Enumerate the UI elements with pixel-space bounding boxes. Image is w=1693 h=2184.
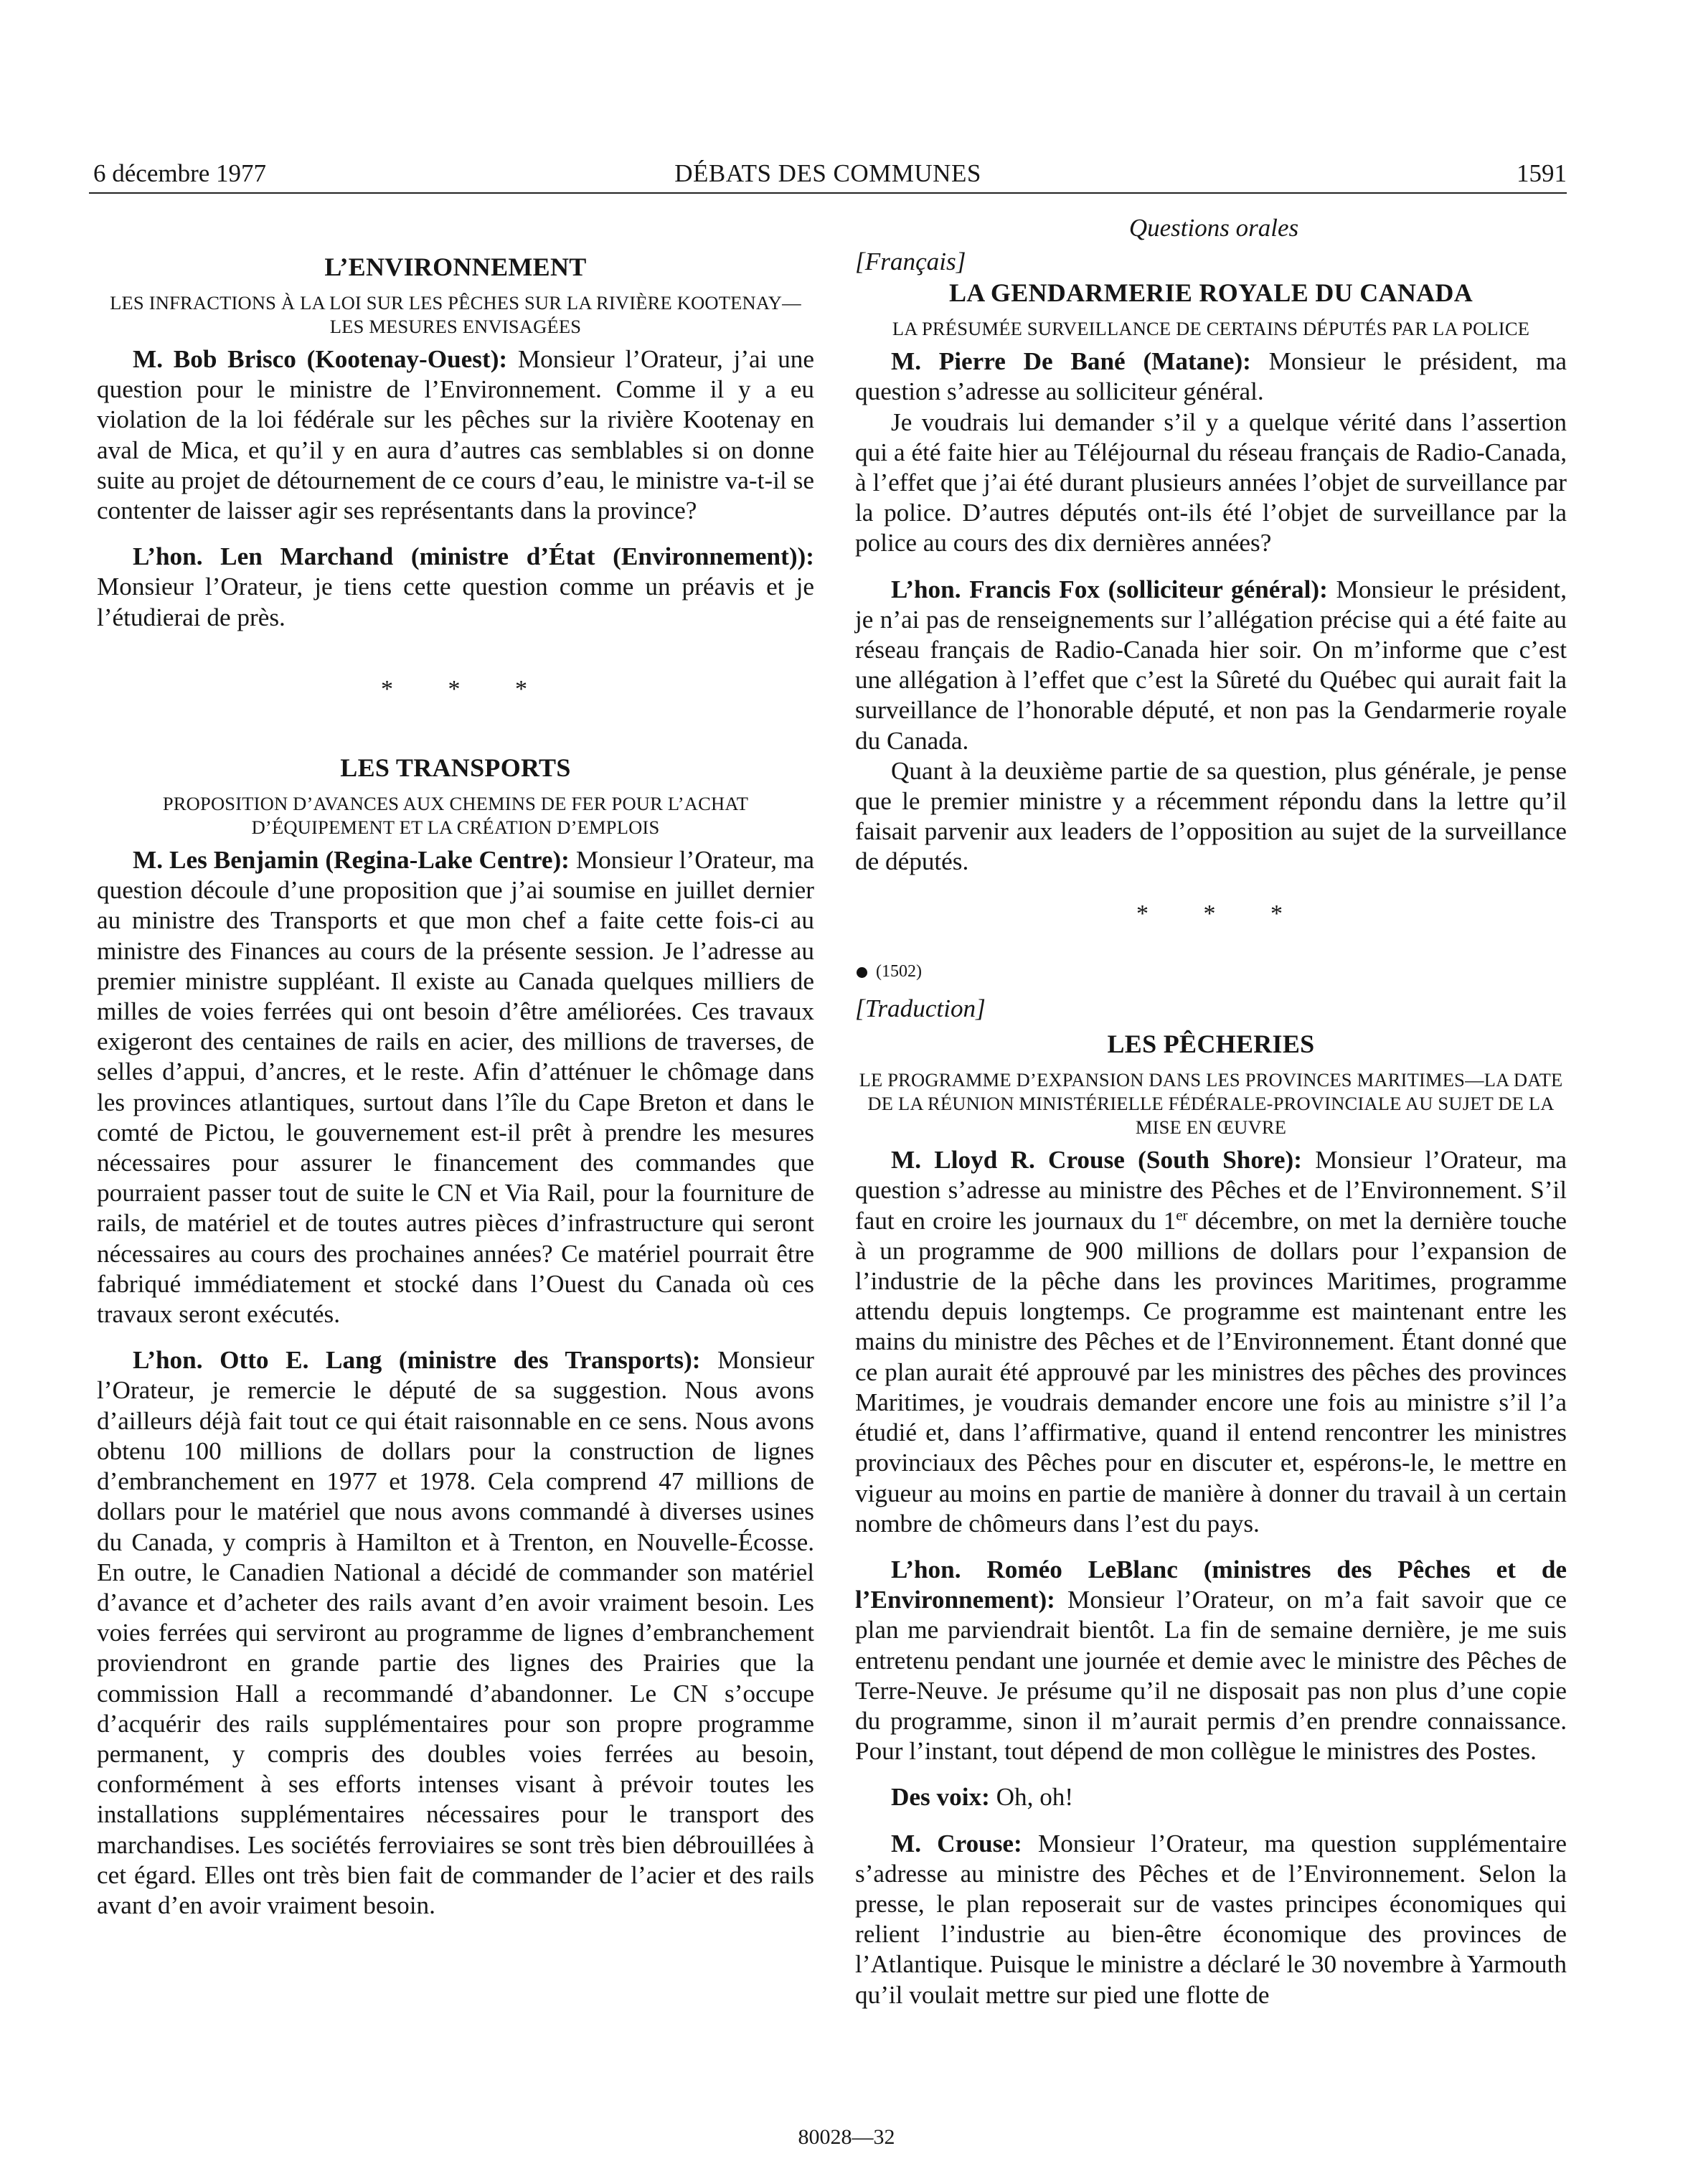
text-crouse-sup: er [1176, 1205, 1188, 1223]
speaker-fox: L’hon. Francis Fox (solliciteur général): [891, 575, 1328, 603]
time-marker-text: (1502) [876, 961, 922, 981]
text-crouse-2: Monsieur l’Orateur, ma question supplémentaire s’adresse au ministre des Pêches et de l’Environnement. Selon la presse, le plan reposerait sur de vastes principes économiques qui relient l’industrie au bien-être économique des provinces de l’Atlantique. Puisque le ministre a déclaré le 30 novembre à Yarmouth qu’il voulait mettre sur pied une flotte de [855, 1829, 1567, 2009]
paragraph-benjamin [97, 845, 814, 1329]
left-column [97, 251, 814, 1921]
right-column [855, 248, 1567, 2010]
section-separator-right: * * * [1136, 900, 1307, 927]
speaker-brisco: M. Bob Brisco (Kootenay-Ouest): [133, 345, 508, 373]
section-label: Questions orales [1128, 214, 1299, 242]
subheading-programme-expansion: LE PROGRAMME D’EXPANSION DANS LES PROVINCES MARITIMES—LA DATE DE LA RÉUNION MINISTÉRIELLE FÉDÉRALE-PROVINCIALE AU SUJET DE LA MISE EN ŒUVRE [859, 1069, 1563, 1139]
header-date: 6 décembre 1977 [93, 159, 267, 187]
tag-francais: [Français] [855, 248, 966, 276]
text-fox: Monsieur le président, je n’ai pas de renseignements sur l’allégation précise qui a été faite au réseau français de Radio-Canada hier soir. On m’informe que c’est une allégation à l’effet que c’est la Sûreté du Québec qui aurait fait la surveillance de l’honorable député, et non pas la Gendarmerie royale du Canada. [855, 575, 1567, 755]
header-rule [89, 192, 1567, 194]
page-header [89, 159, 1567, 192]
heading-gendarmerie: LA GENDARMERIE ROYALE DU CANADA [948, 278, 1473, 308]
speaker-benjamin: M. Les Benjamin (Regina-Lake Centre): [133, 846, 570, 875]
speaker-crouse-2: M. Crouse: [891, 1829, 1022, 1858]
subheading-chemins-de-fer: PROPOSITION D’AVANCES AUX CHEMINS DE FER POUR L’ACHAT D’ÉQUIPEMENT ET LA CRÉATION D’EMPLOIS [162, 793, 749, 839]
bullet-icon [857, 967, 867, 978]
heading-transports: LES TRANSPORTS [340, 753, 571, 783]
paragraph-marchand [97, 542, 814, 633]
paragraph-fox [855, 575, 1567, 756]
paragraph-lang [97, 1345, 814, 1921]
text-crouse-a: Monsieur l’Orateur, ma question s’adresse au ministre des Pêches et de l’Environnement. S’il faut en croire les journaux du 1 [855, 1146, 1567, 1235]
text-leblanc: Monsieur l’Orateur, on m’a fait savoir que ce plan me parviendrait bientôt. La fin de semaine dernière, je me suis entretenu pendant une journée et demie avec le ministre des Pêches de Terre-Neuve. Je présume qu’il ne disposait pas non plus d’une copie du programme, sinon il m’aurait permis d’en prendre connaissance. Pour l’instant, tout dépend de mon collègue le ministres des Postes. [855, 1586, 1567, 1766]
heading-pecheries: LES PÊCHERIES [1107, 1030, 1315, 1059]
header-title: DÉBATS DES COMMUNES [674, 159, 981, 187]
text-marchand: Monsieur l’Orateur, je tiens cette question comme un préavis et je l’étudierai de près. [97, 573, 814, 631]
paragraph-des-voix [855, 1782, 1567, 1812]
paragraph-leblanc [855, 1555, 1567, 1766]
speaker-leblanc: L’hon. Roméo LeBlanc (ministres des Pêches et de l’Environnement): [855, 1555, 1567, 1614]
paragraph-brisco [97, 344, 814, 526]
time-marker [857, 956, 1567, 987]
paragraph-de-bane [855, 347, 1567, 407]
speaker-marchand: L’hon. Len Marchand (ministre d’État (Environnement)): [133, 542, 814, 571]
speaker-lang: L’hon. Otto E. Lang (ministre des Transports): [133, 1346, 701, 1375]
text-crouse-b: décembre, on met la dernière touche à un programme de 900 millions de dollars pour l’expansion de l’industrie de la pêche dans les provinces Maritimes, programme attendu depuis longtemps. Ce programme est maintenant entre les mains du ministre des Pêches et de l’Environnement. Étant donné que ce plan aurait été approuvé par les ministres des pêches des provinces Maritimes, je voudrais demander encore une fois au ministre s’il l’a étudié et, dans l’affirmative, quand il entend rencontrer les ministres provinciaux des Pêches pour en discuter et, espérons-le, le mettre en vigueur au moins en partie de manière à donner du travail à un certain nombre de chômeurs dans l’est du pays. [855, 1206, 1567, 1538]
paragraph-crouse-2 [855, 1829, 1567, 2010]
paragraph-de-bane-2: Je voudrais lui demander s’il y a quelque vérité dans l’assertion qui a été faite hier au Téléjournal du réseau français de Radio-Canada, à l’effet que j’ai été durant plusieurs années l’objet de surveillance par la police. D’autres députés ont-ils été l’objet de surveillance par la police au cours des dix dernières années? [855, 408, 1567, 557]
text-des-voix: Oh, oh! [989, 1783, 1074, 1812]
subheading-surveillance: LA PRÉSUMÉE SURVEILLANCE DE CERTAINS DÉPUTÉS PAR LA POLICE [892, 318, 1530, 340]
footer-code: 80028—32 [798, 2125, 895, 2149]
tag-traduction: [Traduction] [855, 994, 986, 1023]
text-brisco: Monsieur l’Orateur, j’ai une question pour le ministre de l’Environnement. Comme il y a eu violation de la loi fédérale sur les pêches sur la rivière Kootenay en aval de Mica, et qu’il y en aura d’autres cas semblables si on donne suite au projet de détournement de ce cours d’eau, le ministre va-t-il se contenter de laisser agir ses représentants dans la province? [97, 345, 814, 525]
text-de-bane: Monsieur le président, ma question s’adresse au solliciteur général. [855, 347, 1567, 406]
text-lang: Monsieur l’Orateur, je remercie le député de sa suggestion. Nous avons d’ailleurs déjà fait tout ce qui était raisonnable en ce sens. Nous avons obtenu 100 millions de dollars pour la construction de lignes d’embranchement en 1977 et 1978. Cela comprend 47 millions de dollars pour le matériel que nous avons commandé à diverses usines du Canada, y compris à Hamilton et à Trenton, en Nouvelle-Écosse. En outre, le Canadien National a décidé de commander son matériel d’avance et d’acheter des rails avant d’en avoir vraiment besoin. Les voies ferrées qui serviront au programme de lignes d’embranchement proviendront en grande partie des lignes des Prairies que la commission Hall a recommandé d’abandonner. Le CN s’occupe d’acquérir des rails supplémentaires pour son propre programme permanent, y compris des doubles voies ferrées au besoin, conformément à ses efforts intenses visant à prévoir toutes les installations supplémentaires nécessaires pour le transport des marchandises. Les sociétés ferroviaires se sont très bien débrouillées à cet égard. Elles ont très bien fait de commander de l’acier et des rails avant d’en avoir vraiment besoin. [97, 1346, 814, 1919]
speaker-des-voix: Des voix: [891, 1783, 990, 1812]
paragraph-crouse [855, 1145, 1567, 1539]
subheading-kootenay: LES INFRACTIONS À LA LOI SUR LES PÊCHES SUR LA RIVIÈRE KOOTENAY—LES MESURES ENVISAGÉES [110, 292, 801, 337]
speaker-de-bane: M. Pierre De Bané (Matane): [891, 347, 1251, 376]
section-separator: * * * [381, 675, 552, 702]
page-number: 1591 [1517, 159, 1567, 187]
speaker-crouse: M. Lloyd R. Crouse (South Shore): [891, 1146, 1302, 1175]
heading-environnement: L’ENVIRONNEMENT [324, 253, 587, 281]
text-benjamin: Monsieur l’Orateur, ma question découle d’une proposition que j’ai soumise en juillet dernier au ministre des Transports et que mon chef a faite cette fois-ci au ministre des Finances au cours de la présente session. Je l’adresse au premier ministre suppléant. Il existe au Canada quelques milliers de milles de voies ferrées qui ont besoin d’être améliorées. Ces travaux exigeront des centaines de rails en acier, des millions de traverses, de selles d’appui, d’ancres, et le reste. Afin d’atténuer le chômage dans les provinces atlantiques, surtout dans l’île du Cape Breton et dans le comté de Pictou, le gouvernement est-il prêt à prendre les mesures nécessaires pour assurer le financement des commandes que pourraient passer tout de suite le CN et Via Rail, pour la fourniture de rails, de matériel et de toutes autres pièces d’infrastructure qui seront nécessaires au cours des prochaines années? Ce matériel pourrait être fabriqué immédiatement et stocké dans l’Ouest du Canada où ces travaux seront exécutés. [97, 846, 814, 1329]
paragraph-fox-2: Quant à la deuxième partie de sa question, plus générale, je pense que le premier ministre y a récemment répondu dans la lettre qu’il faisait parvenir aux leaders de l’opposition au sujet de la surveillance de députés. [855, 756, 1567, 876]
